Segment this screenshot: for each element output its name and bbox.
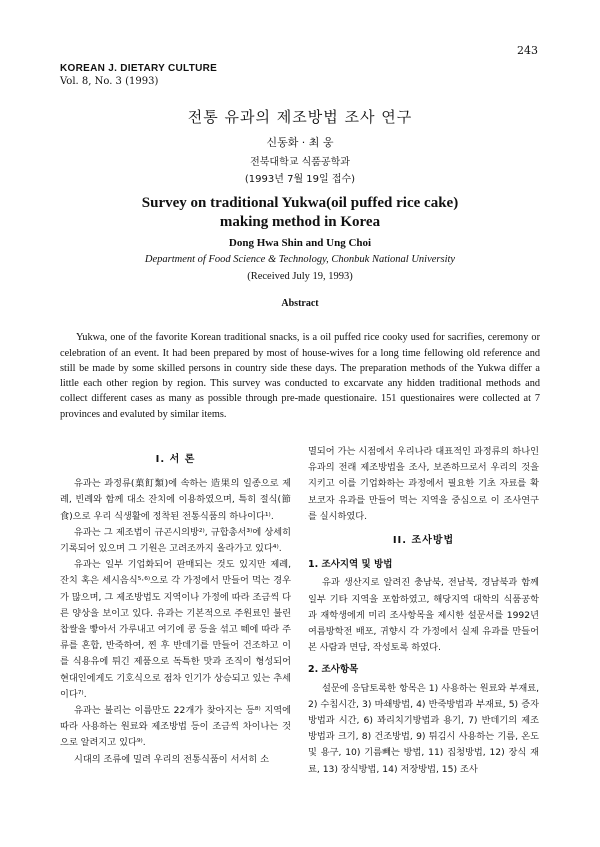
english-title-line1: Survey on traditional Yukwa(oil puffed rice cake) [141,195,459,211]
korean-affiliation: 전북대학교 식품공학과 [250,157,350,168]
paragraph: 시대의 조류에 밀려 우리의 전통식품이 서서히 소 [74,753,270,765]
subsection-heading-items: 2. 조사항목 [308,664,359,676]
section-heading-methods: II. 조사방법 [392,535,455,547]
journal-volume: Vol. 8, No. 3 (1993) [60,76,159,87]
english-authors: Dong Hwa Shin and Ung Choi [228,237,372,249]
section-heading-introduction: I. 서 론 [155,454,196,465]
paragraph: 유과 생산지로 알려진 충남북, 전남북, 경남북과 함께 일부 기타 지역을 포함하였고, 해당지역 대학의 식품공학과 재학생에게 미리 조사항목을 제시한 설문서를 1992년 여름방학전 배포, 귀향시 각 가정에서 실제 유과를 만들어본 사람과 면담, 작성토록 하였다. [308,577,539,654]
paragraph: 유과는 일부 기업화되어 판매되는 것도 있지만 제례, 잔치 혹은 세시음식⁵·⁶⁾으로 각 가정에서 만들어 먹는 경우가 많으며, 그 제조방법도 지역이나 가정에 따라 조금씩 다른 양상을 보이고 있다. 유과는 기본적으로 주원료인 불린 찹쌀을 빻아서 가루내고 여기에 콩 등을 섞고 떼에 따라 주류를 혼합, 반죽하여, 찐 후 반데기를 만들어 건조하고 이를 식용유에 튀긴 제품으로 독특한 맛과 조직이 형성되어 현대인에게도 기호식으로 점차 인기가 상승되고 있는 추세이다⁷⁾. [60,559,291,700]
paragraph: 유과는 과정류(菓飣類)에 속하는 造果의 일종으로 제례, 빈례와 함께 대소 잔치에 이용하였으며, 특히 절식(節食)으로 우리 식생활에 정착된 전통식품의 하나이다¹⁾. [60,478,291,522]
journal-name: KOREAN J. DIETARY CULTURE [60,63,218,74]
english-title [0,194,600,232]
abstract-text: Yukwa, one of the favorite Korean traditional snacks, is a oil puffed rice cooky used for sacrifies, ceremony or celebration of an event. It had been prepared by most of house-wives for a long time fellowing old reference and still be made by some skilled persons in country side these days. The preparation methods of the Yukwa differ a little each other region by region. This survey was conducted to excarvate any hidden traditional methods and collect different cases as many as possible through pre-made questionaire. 151 questionaires were collected at 7 provinces and evaluted by similar items. [60,332,540,420]
right-column [308,444,539,778]
korean-received-date: (1993년 7월 19일 접수) [244,174,356,185]
paragraph: 설문에 응답토록한 항목은 1) 사용하는 원료와 부재료, 2) 수침시간, 3) 마쇄방법, 4) 반죽방법과 부재료, 5) 증자방법과 시간, 6) 꽈리치기방법과 용기, 7) 반데기의 제조방법과 크기, 8) 건조방법, 9) 튀김시 사용하는 기름, 온도 및 용구, 10) 기름빼는 방법, 11) 집청방법, 12) 장식 재료, 13) 장식방법, 14) 저장방법, 15) 조사 [308,682,539,775]
abstract-heading: Abstract [281,298,319,309]
paragraph: 멸되어 가는 시점에서 우리나라 대표적인 과정류의 하나인 유과의 전래 제조방법을 조사, 보존하므로서 우리의 것을 지키고 이를 기업화하는 과정에서 필요한 기초 자료를 확보코자 유과를 만들어 먹는 지역을 중심으로 이 조사연구를 실시하였다. [308,446,539,522]
english-title-line2: making method in Korea [219,214,381,230]
english-received-date: (Received July 19, 1993) [247,271,353,282]
paragraph: 유과는 그 제조법이 규곤시의방²⁾, 규합총서³⁾에 상세히 기록되어 있으며 그 기원은 고려조까지 올라가고 있다⁴⁾. [60,526,291,555]
journal-header [60,62,217,88]
korean-title: 전통 유과의 제조방법 조사 연구 [187,108,413,126]
paragraph: 유과는 불리는 이름만도 22개가 찾아지는 등⁸⁾ 지역에 따라 사용하는 원료와 제조방법 등이 조금씩 차이나는 것으로 알려지고 있다⁹⁾. [60,705,291,749]
left-column [60,444,291,768]
page-number: 243 [517,44,538,57]
english-affiliation: Department of Food Science & Technology, Chonbuk National University [144,254,456,265]
subsection-heading-region: 1. 조사지역 및 방법 [308,559,393,571]
korean-authors: 신동화 · 최 웅 [266,136,334,149]
